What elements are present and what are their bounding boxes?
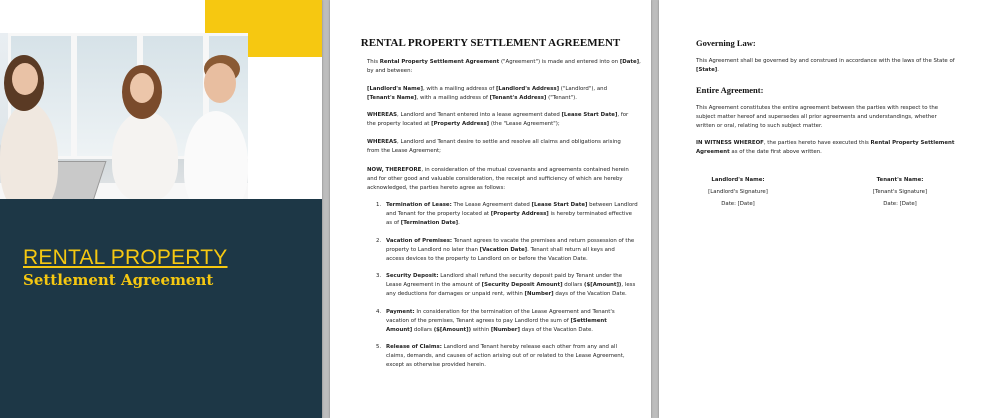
landlord-signature: [Landlord's Signature] (708, 189, 768, 195)
list-item-vacation: Vacation of Premises: Tenant agrees to vacate the premises and return possession of the property to Landlord no later than [Vacation Date]. Tenant shall return all keys and access devices to the property to Landlord on or before the Vacation Date. (386, 238, 635, 262)
list-item-termination: Termination of Lease: The Lease Agreement dated [Lease Start Date] between Landlord and Tenant for the property located at [Property Address] is hereby terminated effective as of [Termination Date]. (386, 202, 638, 226)
person-left (0, 103, 58, 213)
person-middle (112, 111, 178, 201)
tenant-name-label: Tenant's Name: (876, 177, 924, 183)
person-left-face (12, 63, 38, 95)
parties-paragraph: [Landlord's Name], with a mailing address of [Landlord's Address] ("Landlord"), and [Tenant's Name], with a mailing address of [Tenant's Address] ("Tenant"). (367, 86, 607, 101)
entire-agreement-heading: Entire Agreement: (696, 85, 764, 95)
list-item-number: 4. (376, 309, 382, 315)
cover-title-line2: Settlement Agreement (23, 271, 214, 289)
document-page-2 (659, 0, 981, 418)
cover-title-line1: RENTAL PROPERTY (23, 246, 228, 269)
tenant-signature: [Tenant's Signature] (872, 189, 928, 195)
cover-page (0, 0, 322, 418)
cover-dark-panel-corner (248, 199, 322, 235)
list-item-release: Release of Claims: Landlord and Tenant hereby release each other from any and all claims, demands, and causes of action arising out of or related to the Lease Agreement, except as otherwise provided herein. (386, 344, 625, 368)
tenant-signature-block (845, 174, 955, 210)
list-item-number: 5. (376, 344, 382, 350)
list-item-number: 3. (376, 273, 382, 279)
witness-paragraph: IN WITNESS WHEREOF, the parties hereto have executed this Rental Property Settlement Agreement as of the date first above written. (696, 140, 955, 155)
person-right-face (204, 63, 236, 103)
document-page-1 (330, 0, 651, 418)
entire-agreement-paragraph: This Agreement constitutes the entire agreement between the parties with respect to the subject matter hereof and supersedes all prior agreements and understandings, whether written or oral, relating to such subject matter. (696, 105, 939, 129)
list-item-number: 2. (376, 238, 382, 244)
landlord-name-label: Landlord's Name: (711, 177, 765, 183)
tenant-date: Date: [Date] (883, 201, 917, 207)
list-item-number: 1. (376, 202, 382, 208)
page-title: RENTAL PROPERTY SETTLEMENT AGREEMENT (360, 37, 621, 49)
whereas-paragraph-2: WHEREAS, Landlord and Tenant desire to settle and resolve all claims and obligations arising from the Lease Agreement; (367, 139, 621, 154)
person-middle-face (130, 73, 154, 103)
governing-law-paragraph: This Agreement shall be governed by and construed in accordance with the laws of the State of [State]. (696, 58, 955, 73)
whereas-paragraph-1: WHEREAS, Landlord and Tenant entered into a lease agreement dated [Lease Start Date], for the property located at [Property Address] (the "Lease Agreement"); (367, 112, 629, 127)
list-item-payment: Payment: In consideration for the termination of the Lease Agreement and Tenant's vacation of the premises, Tenant agrees to pay Landlord the sum of [Settlement Amount] dollars ($[Amount]) within [Number] days of the Vacation Date. (386, 309, 615, 333)
therefore-paragraph: NOW, THEREFORE, in consideration of the mutual covenants and agreements contained herein and for other good and valuable consideration, the receipt and sufficiency of which are hereby acknowledged, the parties hereto agree as follows: (367, 167, 629, 191)
intro-paragraph: This Rental Property Settlement Agreement ("Agreement") is made and entered into on [Date], by and between: (367, 59, 641, 74)
list-item-security-deposit: Security Deposit: Landlord shall refund the security deposit paid by Tenant under the Lease Agreement in the amount of [Security Deposit Amount] dollars ($[Amount]), less any deductions for damages or unpaid rent, within [Number] days of the Vacation Date. (386, 273, 636, 297)
landlord-date: Date: [Date] (721, 201, 755, 207)
governing-law-heading: Governing Law: (696, 38, 756, 48)
landlord-signature-block (683, 174, 793, 210)
